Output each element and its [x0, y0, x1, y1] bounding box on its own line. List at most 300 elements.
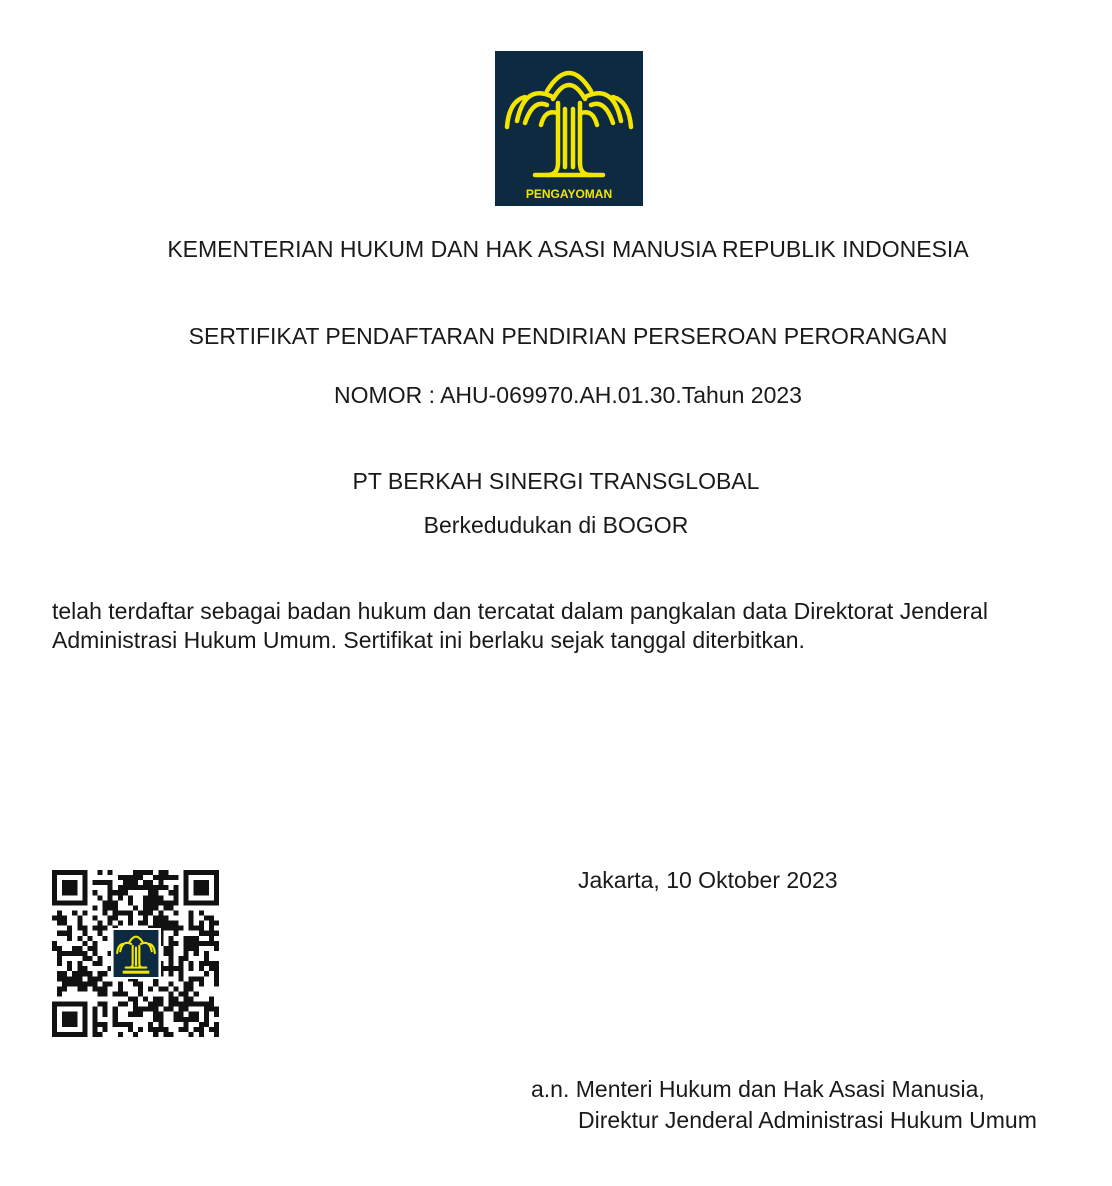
qr-module	[62, 971, 67, 976]
qr-module	[209, 916, 214, 921]
qr-module	[148, 870, 153, 875]
qr-module	[123, 875, 128, 880]
qr-module	[77, 951, 82, 956]
qr-module	[209, 941, 214, 946]
qr-module	[52, 946, 57, 951]
qr-module	[153, 981, 158, 986]
qr-module	[199, 976, 204, 981]
qr-module	[204, 890, 209, 895]
qr-module	[133, 1002, 138, 1007]
qr-module	[158, 910, 163, 915]
qr-module	[194, 926, 199, 931]
qr-module	[179, 1007, 184, 1012]
qr-module	[128, 910, 133, 915]
qr-module	[179, 961, 184, 966]
qr-module	[98, 1022, 103, 1027]
qr-module	[82, 1002, 87, 1007]
qr-module	[143, 1007, 148, 1012]
qr-module	[72, 976, 77, 981]
qr-module	[143, 910, 148, 915]
qr-module	[158, 1002, 163, 1007]
qr-module	[98, 1002, 103, 1007]
qr-module	[204, 1012, 209, 1017]
qr-module	[82, 875, 87, 880]
qr-module	[184, 1007, 189, 1012]
qr-module	[184, 875, 189, 880]
qr-module	[113, 1017, 118, 1022]
qr-module	[92, 1022, 97, 1027]
qr-module	[209, 1007, 214, 1012]
qr-module	[168, 921, 173, 926]
qr-module	[163, 1027, 168, 1032]
qr-module	[158, 986, 163, 991]
qr-module	[214, 890, 219, 895]
qr-module	[133, 880, 138, 885]
qr-module	[189, 1002, 194, 1007]
qr-module	[108, 916, 113, 921]
qr-module	[52, 1017, 57, 1022]
qr-module	[62, 1012, 67, 1017]
qr-module	[184, 956, 189, 961]
qr-module	[214, 1012, 219, 1017]
qr-module	[113, 890, 118, 895]
qr-module	[148, 890, 153, 895]
qr-module	[214, 1007, 219, 1012]
certificate-number: NOMOR : AHU-069970.AH.01.30.Tahun 2023	[334, 382, 802, 408]
qr-module	[52, 1002, 57, 1007]
qr-module	[128, 880, 133, 885]
qr-module	[52, 875, 57, 880]
qr-module	[123, 1002, 128, 1007]
qr-module	[77, 1002, 82, 1007]
qr-module	[128, 1022, 133, 1027]
qr-module	[158, 1022, 163, 1027]
qr-module	[153, 1017, 158, 1022]
qr-module	[148, 1027, 153, 1032]
qr-module	[118, 1002, 123, 1007]
qr-module	[118, 895, 123, 900]
qr-module	[77, 946, 82, 951]
qr-module	[92, 986, 97, 991]
qr-module	[163, 1007, 168, 1012]
qr-module	[194, 936, 199, 941]
qr-module	[138, 875, 143, 880]
on-behalf-line: a.n. Menteri Hukum dan Hak Asasi Manusia,	[531, 1076, 985, 1102]
qr-module	[209, 900, 214, 905]
qr-module	[98, 926, 103, 931]
qr-module	[87, 946, 92, 951]
qr-module	[209, 921, 214, 926]
qr-module	[87, 971, 92, 976]
qr-module	[214, 941, 219, 946]
qr-module	[103, 986, 108, 991]
qr-module	[168, 1032, 173, 1037]
qr-module	[77, 966, 82, 971]
qr-module	[209, 966, 214, 971]
qr-module	[194, 941, 199, 946]
qr-module	[184, 936, 189, 941]
qr-module	[138, 885, 143, 890]
qr-module	[163, 951, 168, 956]
qr-module	[82, 1032, 87, 1037]
official-title: Direktur Jenderal Administrasi Hukum Umum	[578, 1107, 1037, 1133]
qr-module	[148, 900, 153, 905]
qr-module	[148, 905, 153, 910]
qr-module	[82, 956, 87, 961]
qr-module	[67, 936, 72, 941]
qr-module	[158, 875, 163, 880]
qr-module	[138, 1007, 143, 1012]
qr-module	[123, 991, 128, 996]
qr-module	[92, 890, 97, 895]
qr-module	[199, 941, 204, 946]
qr-module	[184, 991, 189, 996]
qr-module	[82, 971, 87, 976]
qr-module	[67, 961, 72, 966]
qr-module	[199, 926, 204, 931]
qr-module	[62, 981, 67, 986]
qr-module	[173, 941, 178, 946]
qr-module	[199, 1027, 204, 1032]
qr-module	[214, 966, 219, 971]
qr-module	[148, 1022, 153, 1027]
qr-module	[67, 1012, 72, 1017]
qr-module	[52, 885, 57, 890]
qr-module	[72, 1032, 77, 1037]
qr-module	[98, 895, 103, 900]
qr-module	[133, 997, 138, 1002]
qr-module	[62, 885, 67, 890]
qr-code	[52, 870, 219, 1037]
qr-module	[57, 946, 62, 951]
qr-module	[199, 931, 204, 936]
qr-module	[168, 991, 173, 996]
qr-module	[179, 956, 184, 961]
qr-module	[163, 986, 168, 991]
qr-module	[158, 895, 163, 900]
qr-module	[52, 1022, 57, 1027]
qr-module	[194, 870, 199, 875]
qr-module	[214, 931, 219, 936]
qr-module	[173, 885, 178, 890]
qr-module	[62, 931, 67, 936]
qr-module	[52, 916, 57, 921]
qr-module	[72, 880, 77, 885]
qr-module	[52, 1012, 57, 1017]
qr-module	[173, 1012, 178, 1017]
qr-module	[128, 1027, 133, 1032]
qr-module	[163, 926, 168, 931]
qr-module	[153, 997, 158, 1002]
qr-module	[77, 976, 82, 981]
statement-line-1: telah terdaftar sebagai badan hukum dan tercatat dalam pangkalan data Direktorat Jenderal	[52, 598, 988, 624]
qr-module	[67, 976, 72, 981]
qr-module	[158, 900, 163, 905]
qr-module	[189, 921, 194, 926]
qr-module	[184, 946, 189, 951]
qr-module	[158, 997, 163, 1002]
qr-module	[173, 895, 178, 900]
qr-module	[204, 880, 209, 885]
qr-module	[184, 1027, 189, 1032]
qr-module	[92, 926, 97, 931]
qr-module	[118, 910, 123, 915]
qr-module	[57, 1032, 62, 1037]
place-and-date: Jakarta, 10 Oktober 2023	[578, 867, 838, 893]
qr-module	[189, 981, 194, 986]
qr-module	[82, 1007, 87, 1012]
qr-module	[133, 1007, 138, 1012]
qr-module	[194, 880, 199, 885]
qr-module	[92, 1007, 97, 1012]
qr-module	[98, 880, 103, 885]
qr-module	[214, 976, 219, 981]
qr-module	[204, 1002, 209, 1007]
qr-module	[184, 900, 189, 905]
qr-module	[77, 1032, 82, 1037]
qr-module	[67, 870, 72, 875]
qr-module	[184, 1002, 189, 1007]
ministry-name: KEMENTERIAN HUKUM DAN HAK ASASI MANUSIA REPUBLIK INDONESIA	[167, 236, 969, 262]
qr-module	[199, 921, 204, 926]
qr-module	[173, 910, 178, 915]
qr-module	[57, 971, 62, 976]
qr-module	[214, 1027, 219, 1032]
qr-module	[204, 956, 209, 961]
qr-module	[128, 895, 133, 900]
qr-module	[184, 951, 189, 956]
qr-module	[143, 905, 148, 910]
qr-module	[82, 880, 87, 885]
qr-module	[184, 880, 189, 885]
qr-module	[108, 981, 113, 986]
qr-module	[67, 981, 72, 986]
qr-module	[67, 1032, 72, 1037]
qr-module	[148, 895, 153, 900]
qr-module	[168, 926, 173, 931]
qr-module	[138, 981, 143, 986]
qr-module	[189, 997, 194, 1002]
qr-module	[103, 900, 108, 905]
qr-module	[92, 976, 97, 981]
qr-module	[173, 875, 178, 880]
qr-module	[214, 870, 219, 875]
qr-module	[62, 890, 67, 895]
qr-module	[173, 921, 178, 926]
qr-module	[173, 997, 178, 1002]
qr-module	[173, 931, 178, 936]
qr-module	[82, 900, 87, 905]
qr-module	[118, 1022, 123, 1027]
qr-module	[92, 880, 97, 885]
qr-module	[214, 1032, 219, 1037]
qr-module	[62, 921, 67, 926]
qr-module	[52, 870, 57, 875]
qr-module	[194, 976, 199, 981]
qr-module	[118, 986, 123, 991]
qr-module	[82, 870, 87, 875]
qr-module	[214, 885, 219, 890]
qr-module	[173, 986, 178, 991]
qr-module	[108, 870, 113, 875]
qr-module	[189, 1017, 194, 1022]
qr-module	[77, 916, 82, 921]
qr-module	[204, 931, 209, 936]
qr-module	[143, 870, 148, 875]
qr-module	[123, 885, 128, 890]
qr-module	[168, 981, 173, 986]
qr-module	[163, 1032, 168, 1037]
qr-module	[214, 875, 219, 880]
qr-module	[57, 976, 62, 981]
qr-module	[72, 1022, 77, 1027]
qr-module	[103, 880, 108, 885]
qr-module	[108, 921, 113, 926]
qr-module	[158, 1017, 163, 1022]
qr-module	[184, 941, 189, 946]
qr-module	[77, 936, 82, 941]
qr-module	[82, 951, 87, 956]
qr-module	[77, 971, 82, 976]
qr-module	[189, 946, 194, 951]
qr-module	[67, 926, 72, 931]
qr-module	[158, 885, 163, 890]
qr-module	[98, 961, 103, 966]
qr-module	[214, 946, 219, 951]
qr-module	[153, 921, 158, 926]
qr-module	[62, 1002, 67, 1007]
qr-module	[92, 1017, 97, 1022]
qr-module	[168, 900, 173, 905]
qr-module	[168, 936, 173, 941]
qr-module	[72, 981, 77, 986]
qr-module	[82, 1027, 87, 1032]
qr-module	[158, 921, 163, 926]
qr-module	[133, 875, 138, 880]
qr-module	[82, 926, 87, 931]
qr-module	[108, 900, 113, 905]
qr-module	[214, 921, 219, 926]
qr-module	[82, 941, 87, 946]
qr-module	[138, 921, 143, 926]
qr-module	[194, 900, 199, 905]
qr-module	[67, 1017, 72, 1022]
qr-module	[113, 1022, 118, 1027]
qr-module	[163, 875, 168, 880]
qr-module	[204, 870, 209, 875]
qr-module	[168, 946, 173, 951]
qr-module	[108, 880, 113, 885]
qr-module	[52, 941, 57, 946]
qr-module	[168, 875, 173, 880]
qr-module	[87, 976, 92, 981]
qr-module	[57, 931, 62, 936]
qr-module	[204, 951, 209, 956]
qr-module	[199, 1032, 204, 1037]
qr-module	[82, 981, 87, 986]
qr-module	[194, 951, 199, 956]
qr-module	[92, 941, 97, 946]
qr-module	[189, 926, 194, 931]
qr-module	[92, 1032, 97, 1037]
qr-module	[72, 1017, 77, 1022]
qr-module	[184, 1017, 189, 1022]
qr-module	[173, 1002, 178, 1007]
qr-module	[209, 1002, 214, 1007]
qr-module	[123, 880, 128, 885]
qr-module	[62, 900, 67, 905]
qr-module	[113, 905, 118, 910]
qr-module	[92, 961, 97, 966]
qr-module	[199, 1022, 204, 1027]
qr-module	[158, 870, 163, 875]
qr-module	[133, 885, 138, 890]
qr-module	[204, 1007, 209, 1012]
qr-module	[87, 936, 92, 941]
qr-module	[199, 961, 204, 966]
qr-module	[138, 991, 143, 996]
qr-module	[67, 931, 72, 936]
qr-module	[77, 981, 82, 986]
qr-module	[189, 976, 194, 981]
qr-module	[67, 900, 72, 905]
pengayoman-logo	[495, 51, 643, 206]
qr-module	[184, 986, 189, 991]
qr-module	[67, 1002, 72, 1007]
qr-module	[57, 921, 62, 926]
qr-module	[158, 1012, 163, 1017]
qr-module	[148, 1007, 153, 1012]
qr-module	[103, 910, 108, 915]
qr-module	[77, 921, 82, 926]
qr-module	[194, 1017, 199, 1022]
qr-module	[72, 1002, 77, 1007]
qr-module	[82, 890, 87, 895]
qr-module	[57, 961, 62, 966]
qr-module	[199, 981, 204, 986]
qr-module	[92, 905, 97, 910]
qr-module	[204, 961, 209, 966]
qr-module	[98, 921, 103, 926]
statement-line-2: Administrasi Hukum Umum. Sertifikat ini berlaku sejak tanggal diterbitkan.	[52, 627, 805, 653]
qr-module	[214, 981, 219, 986]
qr-module	[82, 1012, 87, 1017]
qr-module	[138, 986, 143, 991]
qr-module	[199, 870, 204, 875]
qr-module	[52, 890, 57, 895]
qr-module	[184, 1022, 189, 1027]
qr-module	[57, 951, 62, 956]
qr-module	[82, 966, 87, 971]
qr-module	[108, 890, 113, 895]
qr-module	[189, 1012, 194, 1017]
qr-module	[148, 986, 153, 991]
qr-module	[103, 981, 108, 986]
qr-module	[204, 1017, 209, 1022]
qr-module	[98, 1032, 103, 1037]
qr-module	[179, 1002, 184, 1007]
qr-module	[148, 910, 153, 915]
qr-module	[204, 941, 209, 946]
qr-module	[128, 997, 133, 1002]
qr-module	[103, 1007, 108, 1012]
qr-module	[168, 956, 173, 961]
qr-module	[209, 926, 214, 931]
qr-module	[103, 1002, 108, 1007]
qr-module	[143, 885, 148, 890]
qr-module	[77, 986, 82, 991]
qr-module	[92, 1027, 97, 1032]
